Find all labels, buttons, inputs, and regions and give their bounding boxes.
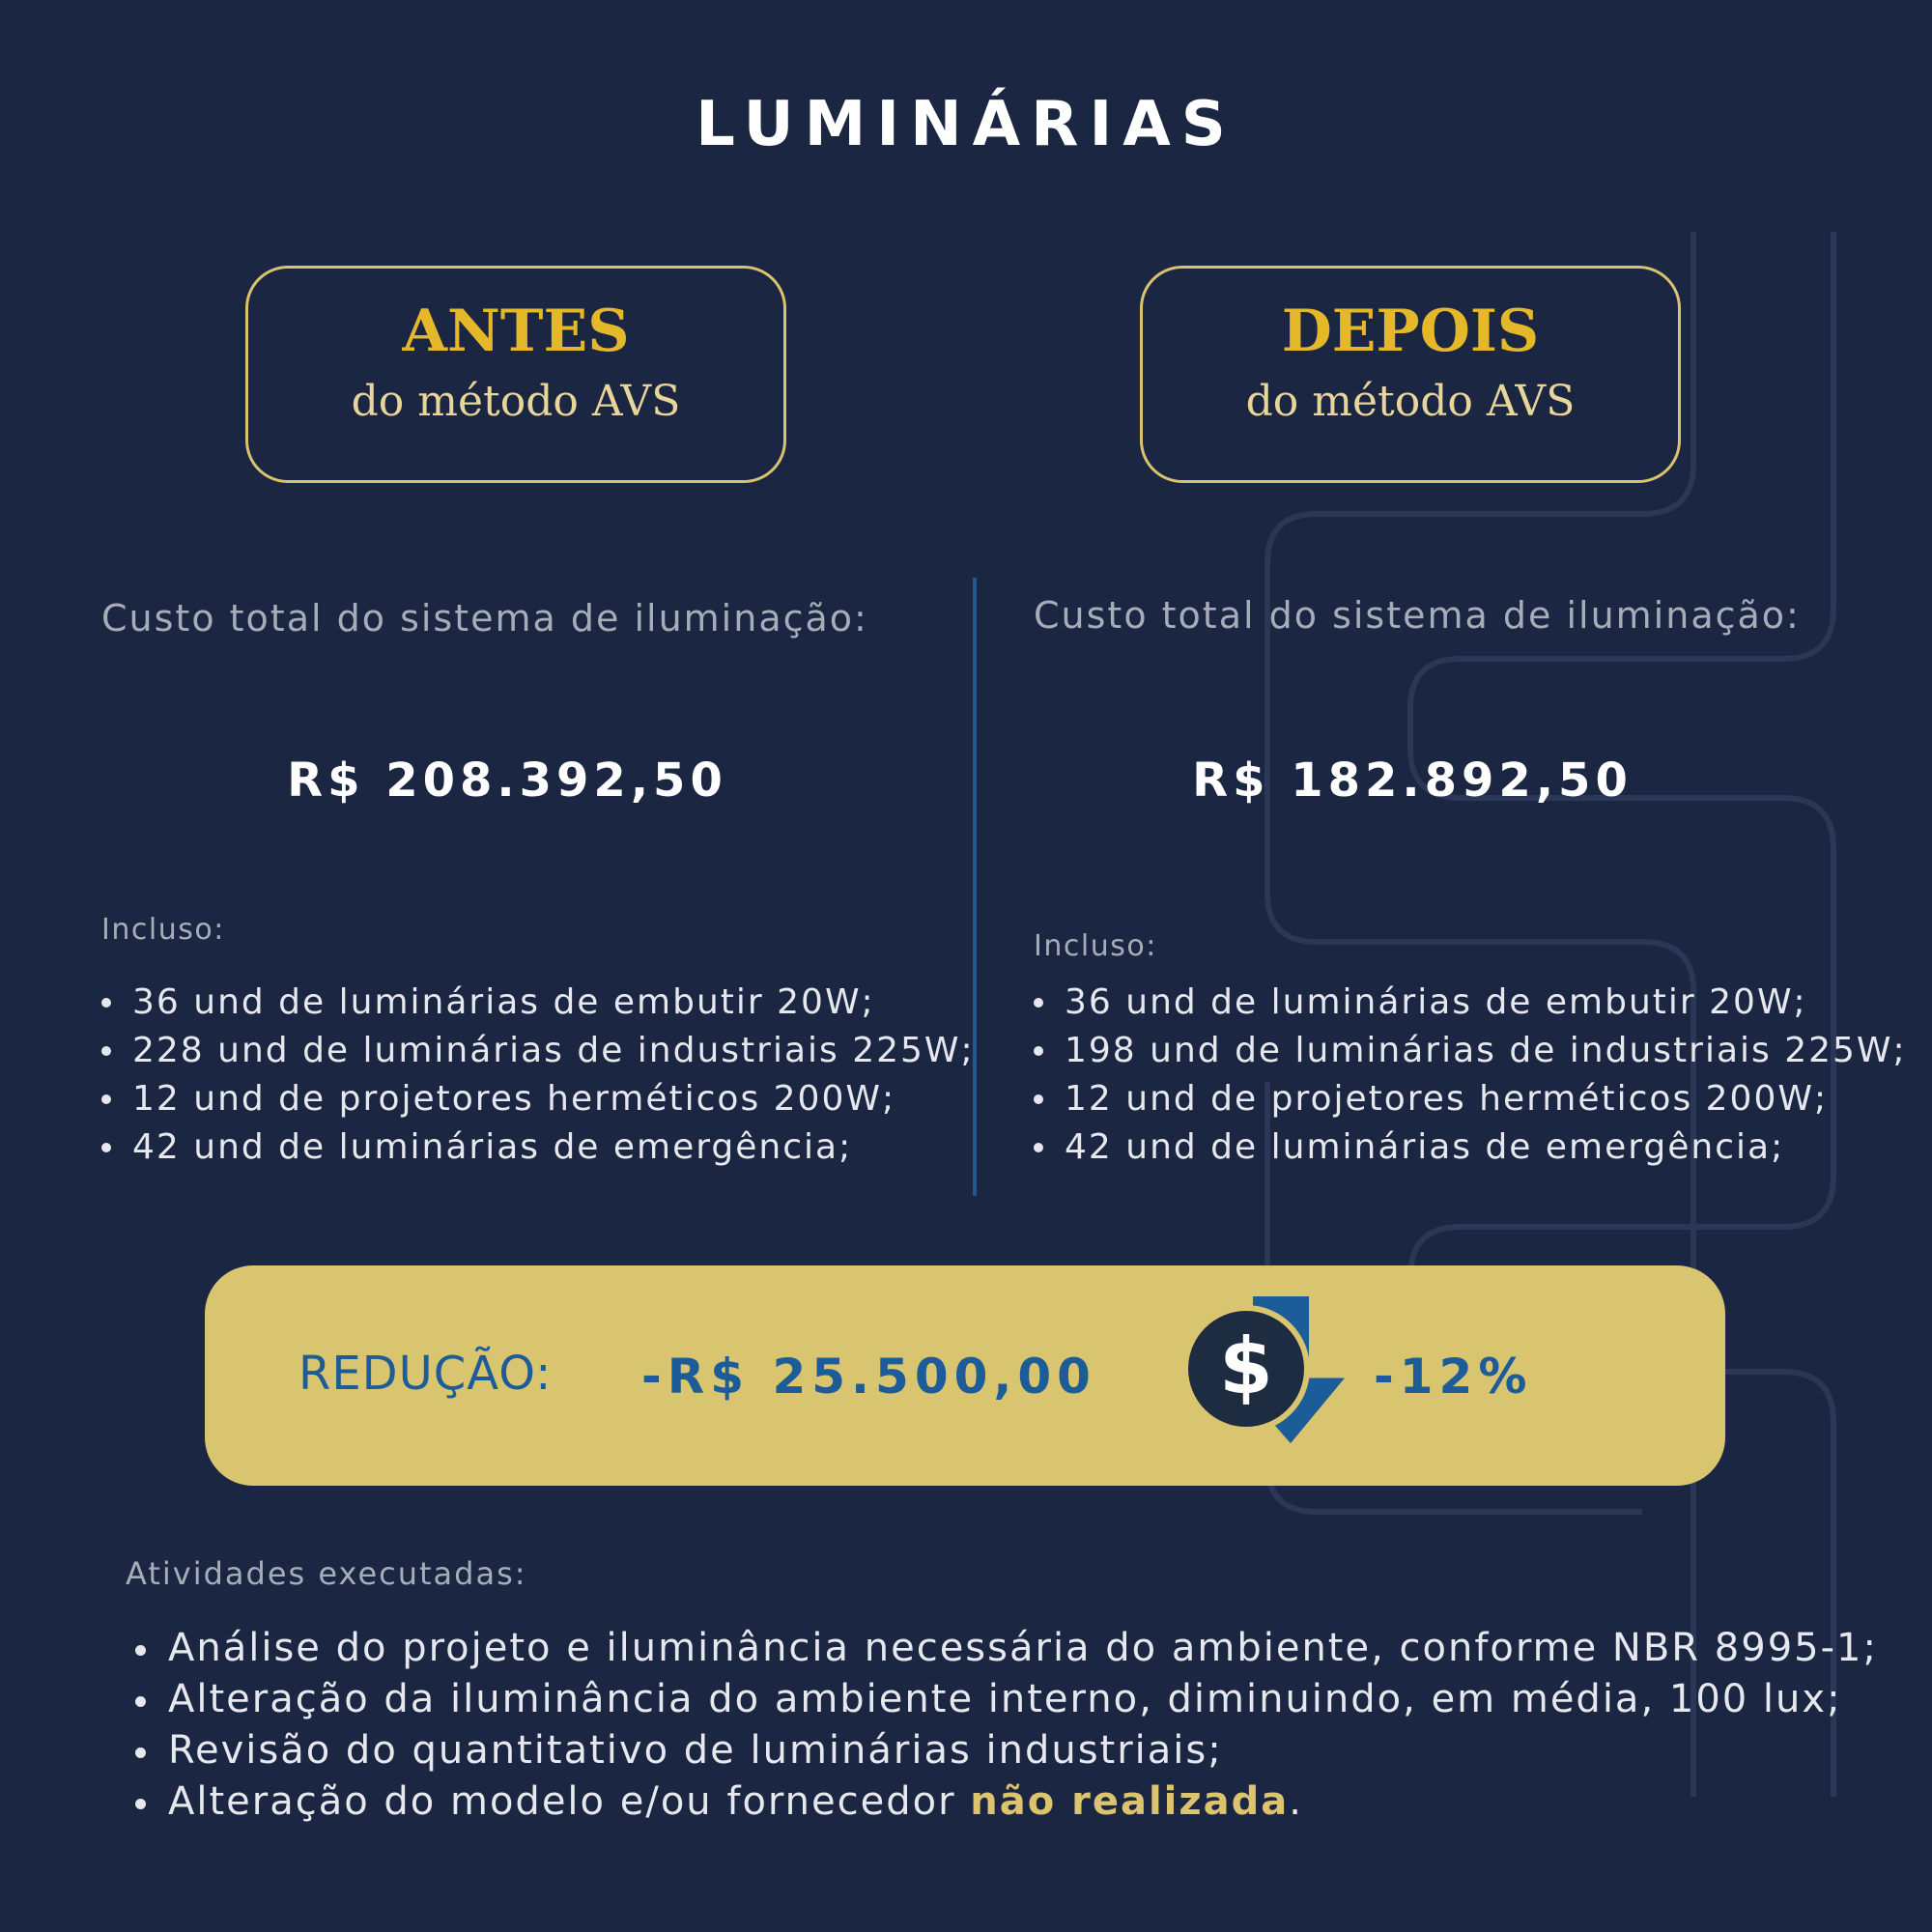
- antes-badge: [245, 266, 786, 483]
- activity-text-end: .: [1289, 1779, 1304, 1824]
- reduction-banner: [205, 1265, 1725, 1486]
- list-item: 198 und de luminárias de industriais 225W;: [1034, 1027, 1907, 1075]
- list-item: 42 und de luminárias de emergência;: [101, 1123, 975, 1172]
- list-item: 42 und de luminárias de emergência;: [1034, 1123, 1907, 1172]
- list-item: Revisão do quantitativo de luminárias industriais;: [135, 1725, 1878, 1776]
- list-item: Alteração da iluminância do ambiente interno, diminuindo, em média, 100 lux;: [135, 1674, 1878, 1725]
- activity-text: Alteração do modelo e/ou fornecedor: [168, 1779, 971, 1824]
- activities-label: Atividades executadas:: [126, 1555, 527, 1592]
- list-item: 36 und de luminárias de embutir 20W;: [1034, 979, 1907, 1027]
- antes-included-label: Incluso:: [101, 913, 225, 947]
- antes-cost-value: R$ 208.392,50: [287, 753, 727, 808]
- list-item: [135, 1776, 1878, 1828]
- depois-items-list: [1034, 979, 1907, 1172]
- list-item: 12 und de projetores herméticos 200W;: [101, 1075, 975, 1123]
- depois-cost-value: R$ 182.892,50: [1192, 753, 1633, 808]
- antes-heading: ANTES: [402, 298, 630, 365]
- depois-heading: DEPOIS: [1281, 298, 1540, 365]
- highlight-text: não realizada: [970, 1779, 1290, 1824]
- antes-items-list: [101, 979, 975, 1172]
- antes-cost-label: Custo total do sistema de iluminação:: [101, 597, 868, 639]
- list-item: 12 und de projetores herméticos 200W;: [1034, 1075, 1907, 1123]
- svg-text:$: $: [1219, 1321, 1273, 1411]
- depois-subheading: do método AVS: [1245, 377, 1576, 426]
- dollar-down-arrow-icon: [1171, 1296, 1364, 1461]
- reduction-value: -R$ 25.500,00: [641, 1349, 1096, 1405]
- depois-badge: [1140, 266, 1681, 483]
- list-item: Análise do projeto e iluminância necessária do ambiente, conforme NBR 8995-1;: [135, 1623, 1878, 1674]
- list-item: 36 und de luminárias de embutir 20W;: [101, 979, 975, 1027]
- page-title: LUMINÁRIAS: [696, 89, 1236, 160]
- antes-subheading: do método AVS: [351, 377, 681, 426]
- activities-list: [135, 1623, 1878, 1828]
- reduction-percent: -12%: [1374, 1349, 1533, 1405]
- depois-cost-label: Custo total do sistema de iluminação:: [1034, 594, 1801, 637]
- list-item: 228 und de luminárias de industriais 225W;: [101, 1027, 975, 1075]
- depois-included-label: Incluso:: [1034, 929, 1157, 963]
- reduction-label: REDUÇÃO:: [298, 1347, 553, 1401]
